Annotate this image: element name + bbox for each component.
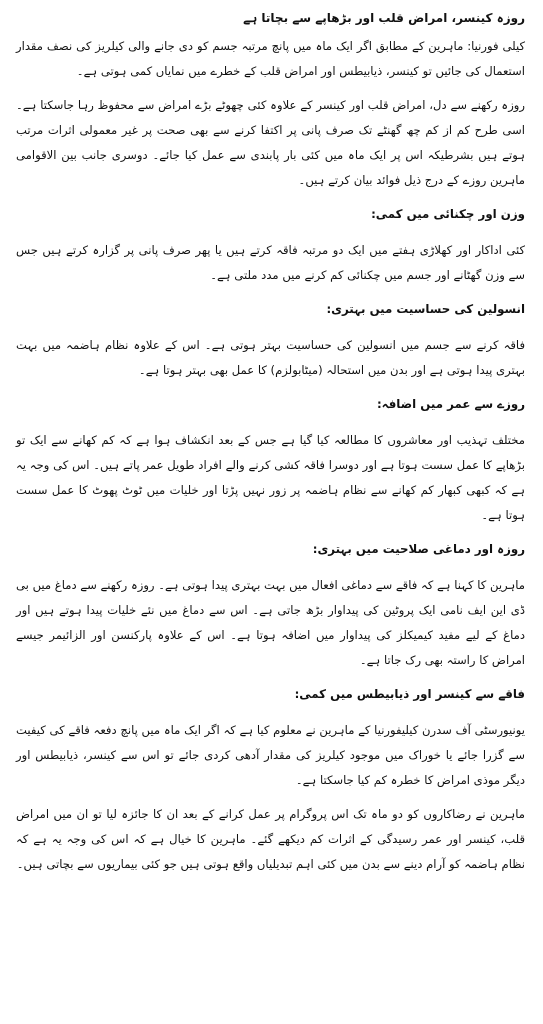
section-heading-cancer-diabetes: فاقے سے کینسر اور ذیابیطس میں کمی: bbox=[294, 687, 525, 701]
closing-paragraph: ماہرین نے رضاکاروں کو دو ماہ تک اس پروگرام پر عمل کرانے کے بعد ان کا جائزہ لیا تو ان میں امراض قلب، کینسر اور عمر رسیدگی کے اثرات کم دیکھے گئے۔ ماہرین کا خیال ہے کہ اس کی وجہ یہ ہے کہ نظام ہاضمہ کو آرام دینے سے بدن میں کئی اہم تبدیلیاں واقع ہوتی ہیں جو کئی بیماریوں سے بچاتی ہیں۔ bbox=[16, 807, 525, 871]
section-body-cancer-diabetes: یونیورسٹی آف سدرن کیلیفورنیا کے ماہرین نے معلوم کیا ہے کہ اگر ایک ماہ میں پانچ دفعہ فاقے کی کیفیت سے گزرا جائے یا خوراک میں موجود کیلریز کی مقدار آدھی کردی جائے تو اس سے کینسر، ذیابیطس اور دیگر موذی امراض کا خطرہ کم کیا جاسکتا ہے۔ bbox=[16, 723, 525, 787]
section-heading-brain: روزہ اور دماغی صلاحیت میں بہتری: bbox=[312, 542, 525, 556]
section-body-weight: کئی اداکار اور کھلاڑی ہفتے میں ایک دو مرتبہ فاقہ کرتے ہیں یا پھر صرف پانی پر گزارہ کرتے ہیں جس سے وزن گھٹانے اور جسم میں چکنائی کم کرنے میں مدد ملتی ہے۔ bbox=[16, 243, 525, 282]
intro-paragraph-1: کیلی فورنیا: ماہرین کے مطابق اگر ایک ماہ میں پانچ مرتبہ جسم کو دی جانے والی کیلریز کی نصف مقدار استعمال کی جائیں تو کینسر، ذیابیطس اور امراض قلب کے خطرے میں نمایاں کمی ہوتی ہے۔ bbox=[16, 39, 525, 78]
article-title: روزہ کینسر، امراض قلب اور بڑھاپے سے بچاتا ہے bbox=[243, 11, 525, 25]
section-heading-longevity: روزے سے عمر میں اضافہ: bbox=[376, 397, 525, 411]
section-body-brain: ماہرین کا کہنا ہے کہ فاقے سے دماغی افعال میں بہت بہتری پیدا ہوتی ہے۔ روزہ رکھنے سے دماغ میں بی ڈی این ایف نامی ایک پروٹین کی پیداوار بڑھ جاتی ہے۔ اس سے دماغ میں نئے خلیات پیدا ہوتے ہیں اور دماغ کے لیے مفید کیمیکلز کی پیداوار میں اضافہ ہوتا ہے۔ اس کے علاوہ پارکنسن اور الزائیمر جیسے امراض کا راستہ بھی رک جاتا ہے۔ bbox=[16, 578, 525, 667]
section-body-longevity: مختلف تہذیب اور معاشروں کا مطالعہ کیا گیا ہے جس کے بعد انکشاف ہوا ہے کہ کم کھانے سے ایک تو بڑھاپے کا عمل سست ہوتا ہے اور دوسرا فاقہ کشی کرنے والے افراد طویل عمر پاتے ہیں۔ اس کی وجہ یہ ہے کہ کبھی کبھار کم کھانے سے نظام ہاضمہ پر زور نہیں پڑتا اور خلیات میں ٹوٹ پھوٹ کا عمل سست ہوتا ہے۔ bbox=[16, 433, 525, 522]
section-heading-weight: وزن اور چکنائی میں کمی: bbox=[371, 207, 525, 221]
section-body-insulin: فاقہ کرنے سے جسم میں انسولین کی حساسیت بہتر ہوتی ہے۔ اس کے علاوہ نظام ہاضمہ میں بہت بہتری پیدا ہوتی ہے اور بدن میں استحالہ (میٹابولزم) کا عمل بھی بہتر ہوتا ہے۔ bbox=[16, 338, 525, 377]
intro-paragraph-2: روزہ رکھنے سے دل، امراض قلب اور کینسر کے علاوہ کئی چھوٹے بڑے امراض سے محفوظ رہا جاسکتا ہے۔ اسی طرح کم از کم چھ گھنٹے تک صرف پانی پر اکتفا کرنے سے بھی صحت پر غیر معمولی اثرات مرتب ہوتے ہیں بشرطیکہ اس پر ایک ماہ میں کئی بار پابندی سے عمل کیا جائے۔ دوسری جانب بین الاقوامی ماہرین روزے کے درج ذیل فوائد بیان کرتے ہیں۔ bbox=[16, 98, 525, 187]
section-heading-insulin: انسولین کی حساسیت میں بہتری: bbox=[326, 302, 525, 316]
